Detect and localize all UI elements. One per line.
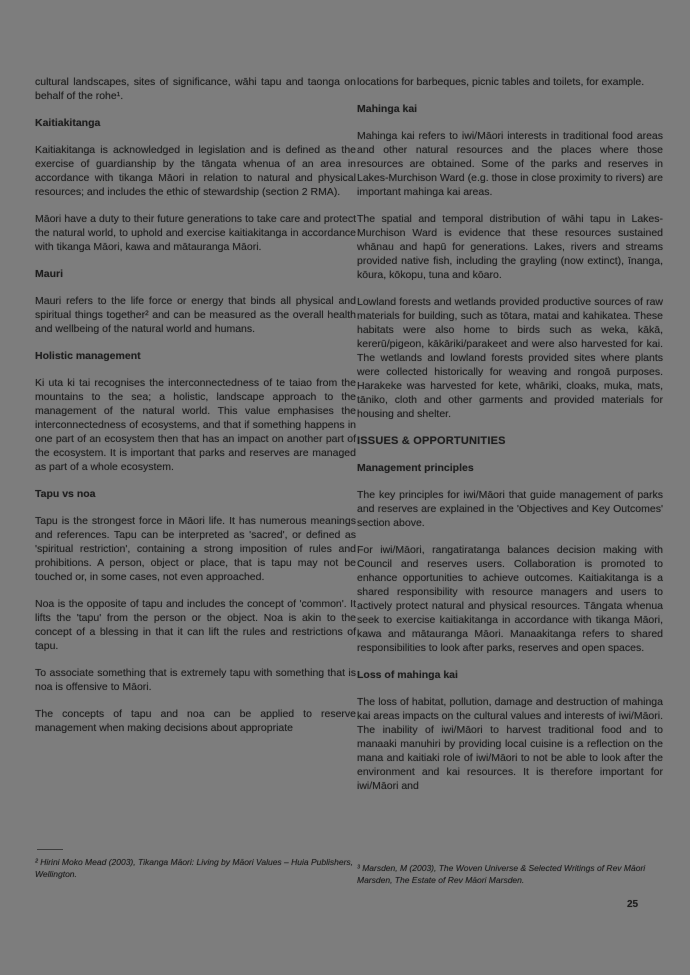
paragraph-kaitiakitanga-definition: Kaitiakitanga is acknowledged in legislation and is defined as the exercise of guardianship by the tāngata whenua of an area in accordance with tikanga Māori in relation to natural and physical resources; and includes the ethic of stewardship (section 2 RMA). — [35, 144, 356, 198]
paragraph-mahinga-kai-distribution: The spatial and temporal distribution of wāhi tapu in Lakes-Murchison Ward is evidence that these resources sustained whānau and hapū for generations. Lakes, rivers and streams provided native fish, including the grayling (now extinct), īnanga, kōura, kōkopu, tuna and kōaro. — [357, 213, 663, 281]
right-column — [357, 75, 663, 806]
footnote-2: ² Hirini Moko Mead (2003), Tikanga Māori: Living by Māori Values – Huia Publishers, Wellington. — [35, 857, 354, 879]
paragraph-intro-continuation: locations for barbeques, picnic tables and toilets, for example. — [357, 76, 645, 88]
paragraph-management-principles-1: The key principles for iwi/Māori that guide management of parks and reserves are explained in the 'Objectives and Key Outcomes' section above. — [357, 489, 663, 529]
heading-mahinga-kai: Mahinga kai — [357, 103, 418, 115]
paragraph-mauri: Mauri refers to the life force or energy that binds all physical and spiritual things together² and can be measured as the overall health and wellbeing of the natural world and humans. — [35, 295, 356, 335]
paragraph-noa: Noa is the opposite of tapu and includes the concept of 'common'. It lifts the 'tapu' from the person or the object. Noa is akin to the concept of a blessing in that it can lift the rules and restrictions of tapu. — [35, 598, 356, 652]
paragraph-mahinga-kai-forests: Lowland forests and wetlands provided productive sources of raw materials for building, such as tōtara, matai and kahikatea. These habitats were also home to birds such as weka, kākā, kererū/pigeon, kākāriki/parakeet and were also harvested for kai. The wetlands and lowland forests provided sites where plants were collected historically for weaving and rongoā purposes. Harakeke was harvested for kete, whāriki, cloaks, muka, mats, tāniko, cloth and other garments and provided materials for housing and shelter. — [357, 296, 663, 420]
left-column — [35, 75, 356, 748]
heading-loss-of-mahinga-kai: Loss of mahinga kai — [357, 669, 458, 681]
heading-management-principles: Management principles — [357, 462, 474, 474]
footnote-separator — [37, 849, 63, 850]
paragraph-tapu-noa-application: The concepts of tapu and noa can be applied to reserve management when making decisions about appropriate — [35, 708, 356, 734]
page-number: 25 — [627, 899, 639, 910]
heading-mauri: Mauri — [35, 268, 64, 280]
heading-holistic-management: Holistic management — [35, 350, 141, 362]
footnote-3: ³ Marsden, M (2003), The Woven Universe & Selected Writings of Rev Māori Marsden, The Estate of Rev Māori Marsden. — [357, 863, 646, 885]
heading-tapu-vs-noa: Tapu vs noa — [35, 488, 96, 500]
paragraph-mahinga-kai-definition: Mahinga kai refers to iwi/Māori interests in traditional food areas and other natural resources and the places where those resources are obtained. Some of the parks and reserves in Lakes-Murchison Ward (e.g. those in close proximity to rivers) are important mahinga kai areas. — [357, 130, 663, 198]
heading-issues-opportunities: ISSUES & OPPORTUNITIES — [357, 435, 506, 447]
heading-kaitiakitanga: Kaitiakitanga — [35, 117, 101, 129]
paragraph-intro-continuation: cultural landscapes, sites of significance, wāhi tapu and taonga on behalf of the rohe¹. — [35, 76, 356, 102]
paragraph-tapu-noa-association: To associate something that is extremely tapu with something that is noa is offensive to Māori. — [35, 667, 356, 693]
paragraph-holistic-management: Ki uta ki tai recognises the interconnectedness of te taiao from the mountains to the sea; a holistic, landscape approach to the management of the natural world. This value emphasises the interconnectedness of ecosystems, and that if something happens in one part of an ecosystem then that has an impact on another part of the ecosystem. It is important that parks and reserves are managed as part of a whole ecosystem. — [35, 377, 356, 473]
paragraph-management-principles-2: For iwi/Māori, rangatiratanga balances decision making with Council and reserves users. Collaboration is promoted to enhance opportunities to achieve outcomes. Kaitiakitanga is a shared responsibility with resource managers and users to actively protect natural and physical resources. Tāngata whenua seek to exercise kaitiakitanga in accordance with tikanga Māori, kawa and mātauranga Māori. Manaakitanga refers to shared responsibilities to look after parks, reserves and open spaces. — [357, 544, 663, 654]
paragraph-tapu: Tapu is the strongest force in Māori life. It has numerous meanings and references. Tapu can be interpreted as 'sacred', or defined as 'spiritual restriction', containing a strong imposition of rules and prohibitions. A person, object or place, that is tapu may not be touched or, in some cases, not even approached. — [35, 515, 356, 583]
paragraph-kaitiakitanga-duty: Māori have a duty to their future generations to take care and protect the natural world, to uphold and exercise kaitiakitanga in accordance with tikanga Māori, kawa and mātauranga Māori. — [35, 213, 356, 253]
paragraph-loss-of-mahinga-kai: The loss of habitat, pollution, damage and destruction of mahinga kai areas impacts on the cultural values and interests of iwi/Māori. The inability of iwi/Māori to harvest traditional food and to manaaki manuhiri by providing local cuisine is a reflection on the mana and kaitiaki role of iwi/Māori to not be able to look after the environment and kai resources. It is therefore important for iwi/Māori and — [357, 696, 663, 792]
